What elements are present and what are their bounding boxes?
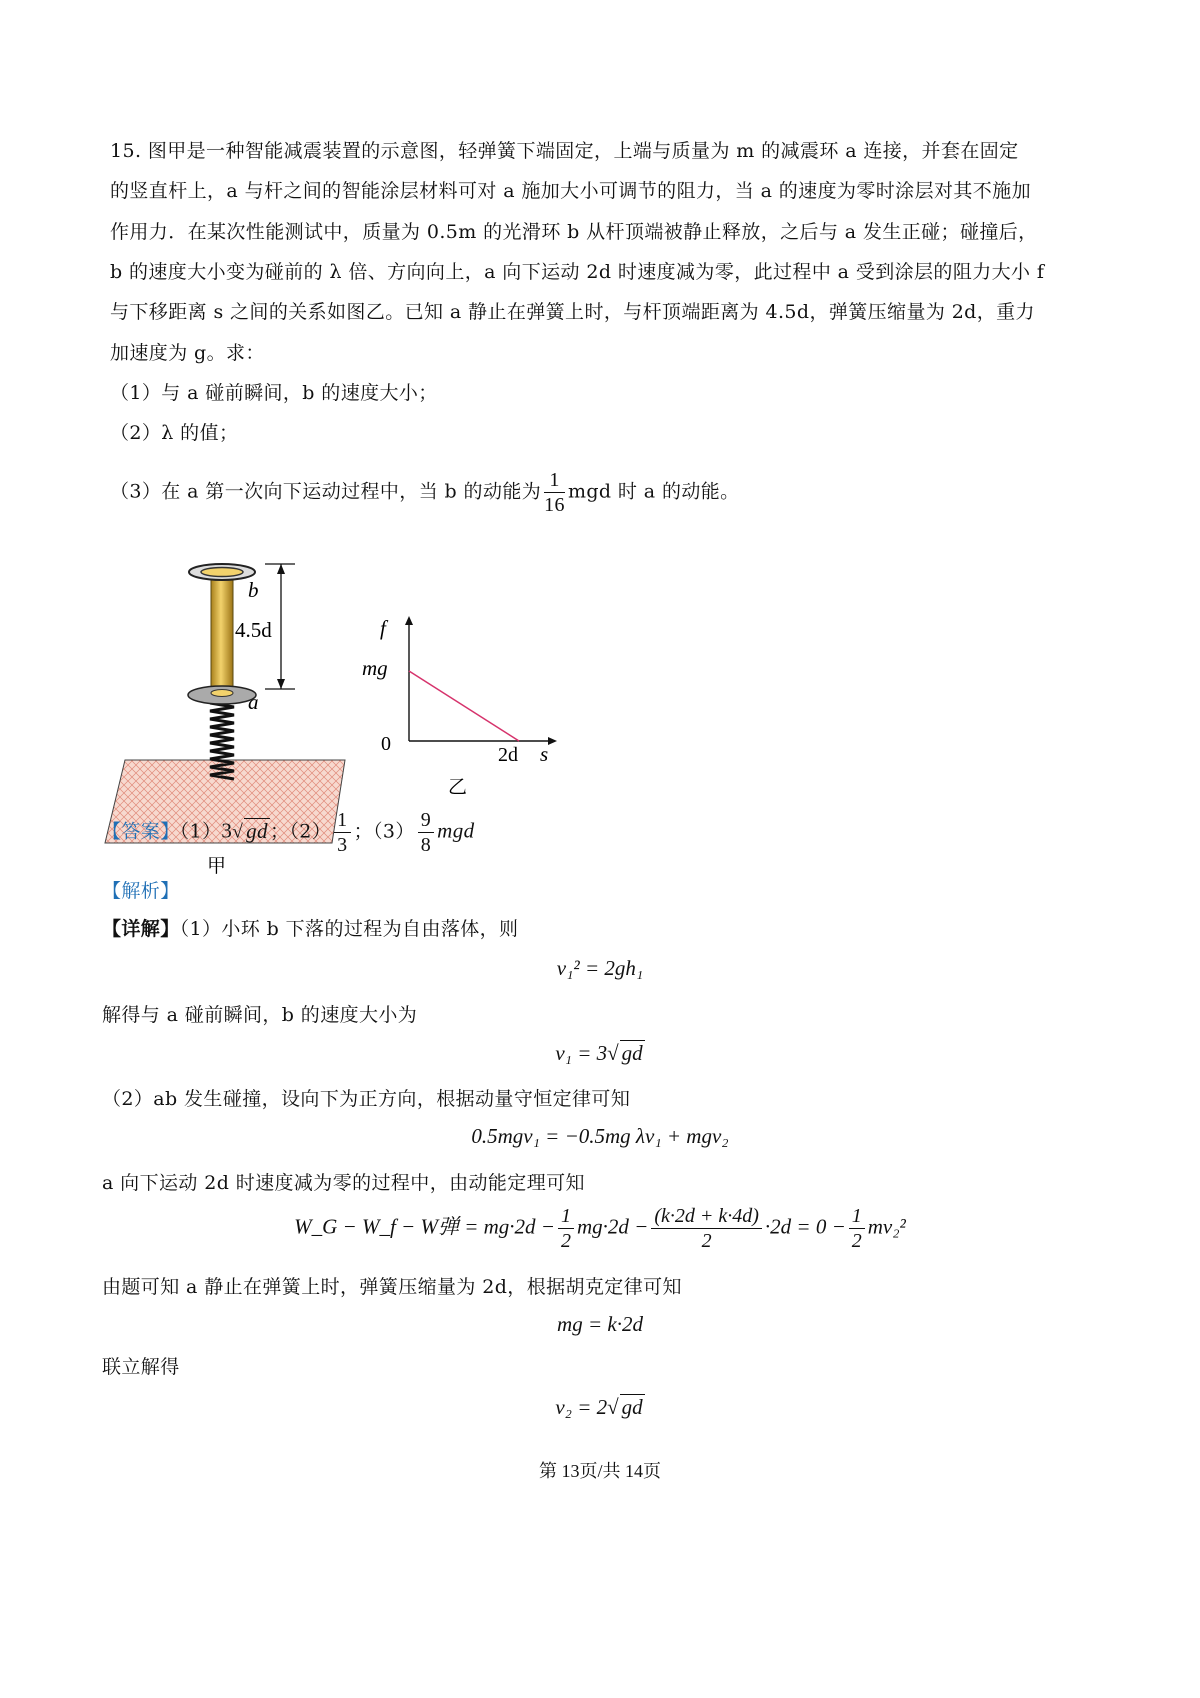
answer-line: 【答案】（1）3√ gd ；（2） $\frac{1}{3}$ ；（3） $\frac{9}{8}$ mgd (102, 809, 475, 856)
equation-4-part-d: mv₂² (867, 1214, 906, 1239)
eq4-frac1-num: 1 (558, 1204, 574, 1229)
question-3-prefix: （3）在 a 第一次向下运动过程中，当 b 的动能为 (110, 480, 542, 503)
problem-line-4: b 的速度大小变为碰前的 λ 倍、方向向上，a 向下运动 2d 时速度减为零，此过程中 a 受到涂层的阻力大小 f (110, 261, 1045, 283)
detail-paragraph-1 (102, 914, 518, 941)
equation-6: v₂ = 2√ gd (555, 1395, 643, 1419)
detail-paragraph-5: 由题可知 a 静止在弹簧上时，弹簧压缩量为 2d，根据胡克定律可知 (102, 1276, 682, 1298)
answer-2-num: 1 (334, 808, 350, 833)
friction-line (409, 671, 519, 741)
figure-yi (362, 615, 575, 798)
equation-5: mg = k·2d (557, 1312, 643, 1336)
answer-1-coef: 3 (221, 818, 233, 843)
detail-paragraph-4: a 向下运动 2d 时速度减为零的过程中，由动能定理可知 (102, 1172, 585, 1194)
fraction-numerator: 1 (544, 468, 565, 493)
eq4-frac2-num: (k·2d + k·4d) (651, 1204, 762, 1229)
problem-line-3: 作用力．在某次性能测试中，质量为 0.5m 的光滑环 b 从杆顶端被静止释放，之后与 a 发生正碰；碰撞后， (110, 221, 1038, 243)
origin-label: 0 (381, 733, 391, 755)
detail-paragraph-2: 解得与 a 碰前瞬间，b 的速度大小为 (102, 1004, 418, 1026)
detail-paragraph-3: （2）ab 发生碰撞，设向下为正方向，根据动量守恒定律可知 (102, 1088, 631, 1110)
question-2: （2）λ 的值； (110, 422, 239, 444)
tick-mg: mg (362, 656, 388, 680)
detail-paragraph-6: 联立解得 (102, 1356, 180, 1378)
equation-2: v₁ = 3√ gd (555, 1041, 643, 1065)
problem-line-5: 与下移距离 s 之间的关系如图乙。已知 a 静止在弹簧上时，与杆顶端距离为 4.5d，弹簧压缩量为 2d，重力 (110, 301, 1035, 323)
equation-6-radicand: gd (621, 1395, 643, 1419)
analysis-tag: 【解析】 (102, 880, 180, 902)
label-distance: 4.5d (235, 618, 272, 642)
answer-3-den: 8 (420, 834, 432, 856)
answer-sep-2: ；（3） (353, 820, 415, 843)
caption-yi: 乙 (448, 776, 468, 798)
detail-tag: 【详解】 (102, 918, 180, 940)
problem-line-6: 加速度为 g。求： (110, 342, 265, 364)
vertical-rod (211, 572, 233, 695)
tick-2d: 2d (498, 744, 518, 766)
answer-3-num: 9 (418, 808, 434, 833)
axis-label-f: f (380, 616, 386, 640)
caption-jia: 甲 (207, 855, 227, 877)
eq4-frac3-den: 2 (851, 1230, 862, 1252)
problem-line-2: 的竖直杆上，a 与杆之间的智能涂层材料可对 a 施加大小可调节的阻力，当 a 的速度为零时涂层对其不施加 (110, 180, 1031, 202)
answer-tag: 【答案】 (102, 820, 180, 843)
page-footer: 第 13页/共 14页 (538, 1461, 661, 1481)
equation-2-lhs: v₁ = 3 (555, 1041, 608, 1065)
axis-label-s: s (540, 742, 549, 766)
fraction-one-sixteenth (544, 468, 565, 517)
answer-2-den: 3 (337, 834, 348, 856)
label-a: a (248, 690, 259, 714)
eq4-frac2-den: 2 (701, 1230, 712, 1252)
answer-1-radicand: gd (246, 818, 268, 843)
question-3 (110, 468, 740, 517)
answer-3-suffix: mgd (437, 818, 475, 843)
equation-2-radicand: gd (621, 1041, 643, 1065)
answer-sep-1: ；（2） (269, 820, 332, 843)
eq4-frac3-num: 1 (849, 1204, 865, 1229)
answer-2-fraction (334, 808, 350, 857)
problem-line-1: 15. 图甲是一种智能减震装置的示意图，轻弹簧下端固定，上端与质量为 m 的减震环 a 连接，并套在固定 (110, 140, 1019, 162)
equation-4 (0, 1204, 1200, 1253)
answer-3-fraction (418, 808, 434, 857)
equation-6-lhs: v₂ = 2 (555, 1395, 608, 1419)
eq4-frac1-den: 2 (560, 1230, 571, 1252)
answer-1-prefix: （1） (179, 820, 222, 843)
equation-1: v₁² = 2gh₁ (556, 956, 644, 980)
equation-3: 0.5mgv₁ = −0.5mg λv₁ + mgv₂ (471, 1124, 729, 1148)
question-3-suffix: mgd 时 a 的动能。 (567, 480, 740, 503)
fraction-denominator: 16 (544, 494, 565, 516)
equation-4-part-b: mg·2d − (576, 1214, 649, 1239)
equation-4-part-c: ·2d = 0 − (764, 1214, 846, 1239)
label-b: b (248, 578, 259, 602)
equation-4-part-a: W_G − W_f − W弹 = mg·2d − (294, 1214, 555, 1239)
detail-p1: （1）小环 b 下落的过程为自由落体，则 (179, 918, 519, 940)
question-1: （1）与 a 碰前瞬间，b 的速度大小； (110, 382, 438, 404)
